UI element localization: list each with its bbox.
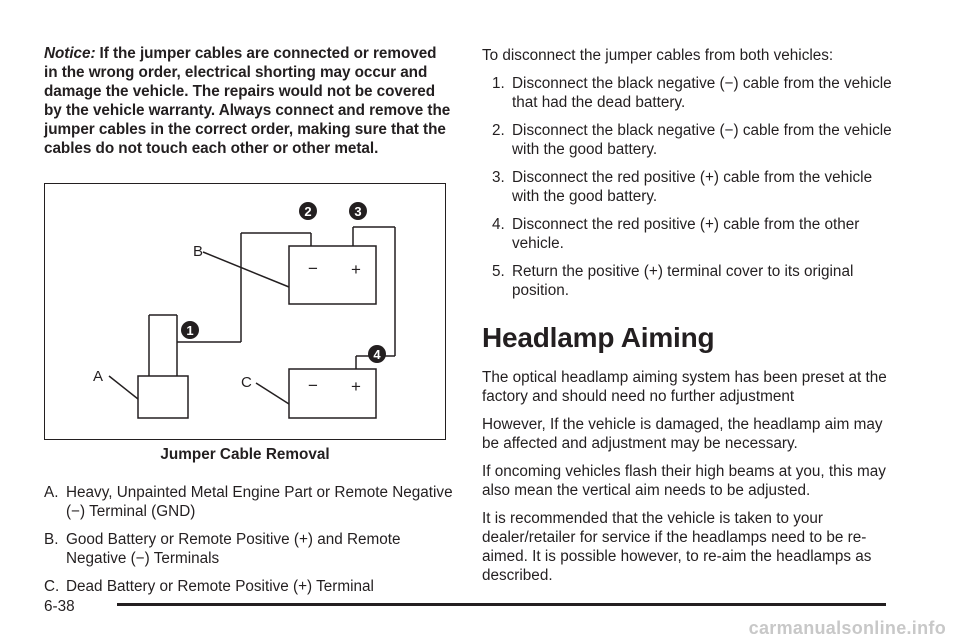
notice-text: If the jumper cables are connected or removed in the wrong order, electrical shorting may occur and damage the vehicle. The repairs would not be covered by the vehicle warranty. Always connect and remove the jumper cables in the correct order, making sure that the cables do not touch each other or other metal. — [44, 45, 451, 157]
callout-3 — [349, 202, 367, 220]
step-number: 3. — [492, 169, 505, 186]
paragraph: The optical headlamp aiming system has been preset at the factory and should need no further adjustment — [482, 369, 887, 405]
label-a: A — [93, 368, 104, 385]
legend-text: Good Battery or Remote Positive (+) and Remote Negative (−) Terminals — [66, 531, 401, 567]
paragraph: If oncoming vehicles flash their high beams at you, this may also mean the vertical aim needs to be adjusted. — [482, 463, 886, 499]
label-b: B — [193, 243, 204, 260]
paragraph: It is recommended that the vehicle is taken to your dealer/retailer for service if the headlamps need to be re-aimed. It is possible however, to re-aim the headlamps as described. — [482, 510, 872, 584]
good-battery-pos: + — [351, 260, 361, 279]
figure-legend — [44, 483, 454, 605]
callout-4 — [368, 345, 386, 363]
notice-label: Notice: — [44, 45, 96, 62]
step-text: Disconnect the red positive (+) cable from the other vehicle. — [512, 216, 860, 252]
callout-1 — [181, 321, 199, 339]
legend-item — [44, 483, 454, 521]
list-item — [492, 74, 902, 112]
good-battery-neg: − — [308, 259, 318, 278]
footer-rule — [117, 603, 886, 606]
legend-item — [44, 530, 454, 568]
page-number: 6-38 — [44, 598, 75, 615]
step-number: 4. — [492, 216, 505, 233]
legend-key: C. — [44, 578, 60, 595]
good-battery-shape — [289, 246, 376, 304]
legend-key: B. — [44, 531, 59, 548]
callout-2 — [299, 202, 317, 220]
legend-key: A. — [44, 484, 59, 501]
legend-item — [44, 577, 454, 596]
right-column — [482, 46, 902, 594]
step-number: 5. — [492, 263, 505, 280]
ground-block-shape — [138, 376, 188, 418]
figure-caption: Jumper Cable Removal — [160, 446, 330, 463]
dead-battery-shape — [289, 369, 376, 418]
step-text: Disconnect the black negative (−) cable from the vehicle that had the dead battery. — [512, 75, 892, 111]
list-item — [492, 121, 902, 159]
step-text: Return the positive (+) terminal cover to its original position. — [512, 263, 854, 299]
step-number: 2. — [492, 122, 505, 139]
notice-block — [44, 44, 454, 158]
callout-2-text: 2 — [304, 204, 312, 219]
dead-battery-neg: − — [308, 376, 318, 395]
watermark: carmanualsonline.info — [748, 618, 946, 638]
leader-a — [109, 376, 138, 399]
step-text: Disconnect the red positive (+) cable from the vehicle with the good battery. — [512, 169, 873, 205]
list-item — [492, 215, 902, 253]
list-item — [492, 168, 902, 206]
left-column — [44, 44, 454, 158]
callout-1-text: 1 — [186, 323, 194, 338]
label-c: C — [241, 374, 252, 391]
section-heading: Headlamp Aiming — [482, 322, 715, 353]
list-item — [492, 262, 902, 300]
paragraph: However, If the vehicle is damaged, the headlamp aim may be affected and adjustment may be necessary. — [482, 416, 883, 452]
leader-c — [256, 383, 289, 404]
diagram-svg — [45, 184, 447, 441]
jumper-cable-diagram — [44, 183, 446, 440]
leader-b — [203, 252, 289, 287]
legend-text: Heavy, Unpainted Metal Engine Part or Remote Negative (−) Terminal (GND) — [66, 484, 453, 520]
disconnect-intro: To disconnect the jumper cables from both vehicles: — [482, 47, 834, 64]
callout-4-text: 4 — [373, 347, 381, 362]
dead-battery-pos: + — [351, 377, 361, 396]
step-text: Disconnect the black negative (−) cable from the vehicle with the good battery. — [512, 122, 892, 158]
legend-text: Dead Battery or Remote Positive (+) Terminal — [66, 578, 374, 595]
callout-3-text: 3 — [354, 204, 362, 219]
step-number: 1. — [492, 75, 505, 92]
